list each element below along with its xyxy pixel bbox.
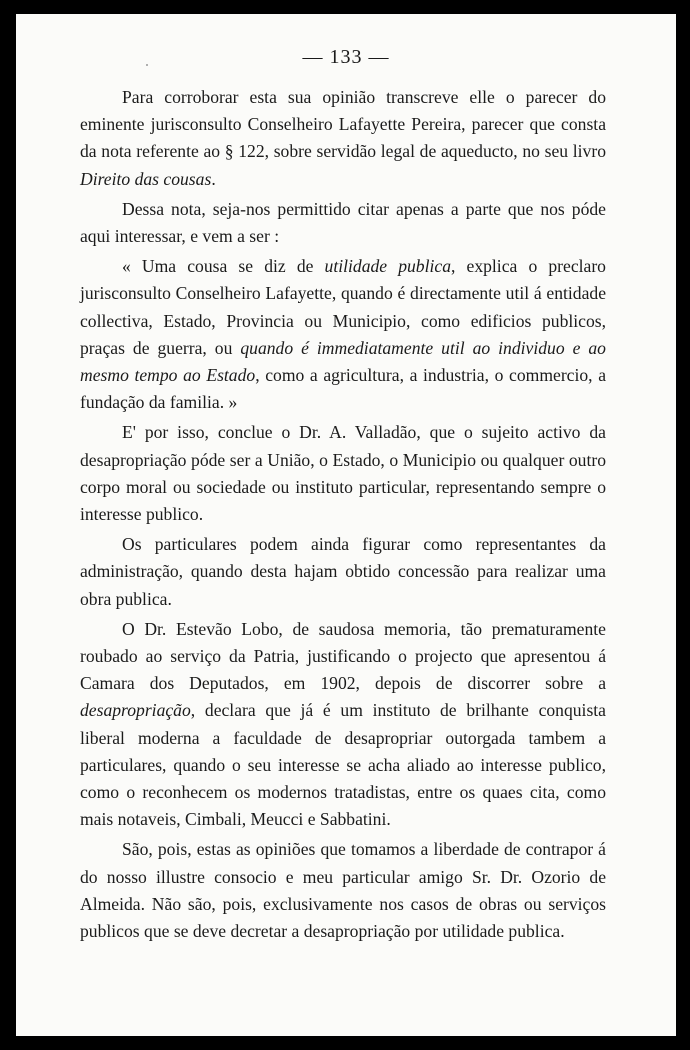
paragraph <box>80 419 606 528</box>
body-text <box>80 84 606 948</box>
italic-segment: Direito das cousas <box>80 168 212 189</box>
italic-segment: quando é immediatamente util ao individuo e ao mesmo tempo ao Estado <box>80 337 606 386</box>
text-segment: Para corroborar esta sua opinião transcreve elle o parecer do eminente jurisconsulto Conselheiro Lafayette Pereira, parecer que consta da nota referente ao § 122, sobre servidão legal de aqueducto, no seu livro <box>80 87 606 162</box>
text-segment: O Dr. Estevão Lobo, de saudosa memoria, tão prematuramente roubado ao serviço da Patria, justificando o projecto que apresentou á Camara dos Deputados, em 1902, depois de discorrer sobre a <box>80 618 606 694</box>
text-segment: E' por isso, conclue o Dr. A. Valladão, que o sujeito activo da desapropriação póde ser a União, o Estado, o Municipio ou qualquer outro corpo moral ou sociedade ou instituto particular, representando sempre o interesse publico. <box>80 422 606 525</box>
text-segment: « Uma cousa se diz de <box>122 256 325 277</box>
text-segment: , como a agricultura, a industria, o commercio, a fundação da familia. » <box>80 365 606 413</box>
italic-segment: desapropriação <box>80 700 191 721</box>
paragraph <box>80 196 606 250</box>
quotation-paragraph <box>80 253 606 416</box>
text-segment: , explica o preclaro jurisconsulto Conselheiro Lafayette, quando é directamente util á entidade collectiva, Estado, Provincia ou Municipio, como edificios publicos, praças de guerra, ou <box>80 256 606 358</box>
text-segment: , declara que já é um instituto de brilhante conquista liberal moderna a faculdade de desapropriar outorgada tambem a particulares, quando o seu interesse se acha aliado ao interesse publico, como o reconhecem os modernos tratadistas, entre os quaes cita, como mais notaveis, Cimbali, Meucci e Sabbatini. <box>80 700 606 830</box>
paragraph <box>80 531 606 613</box>
text-segment: Dessa nota, seja-nos permittido citar apenas a parte que nos póde aqui interessar, e vem a ser : <box>80 198 606 247</box>
text-segment: São, pois, estas as opiniões que tomamos a liberdade de contrapor á do nosso illustre consocio e meu particular amigo Sr. Dr. Ozorio de Almeida. Não são, pois, exclusivamente nos casos de obras ou serviços publicos que se deve decretar a desapropriação por utilidade publica. <box>80 839 606 942</box>
text-segment: . <box>211 168 216 189</box>
paragraph <box>80 84 606 193</box>
text-segment: Os particulares podem ainda figurar como representantes da administração, quando desta hajam obtido concessão para realizar uma obra publica. <box>80 534 606 609</box>
book-page <box>16 14 676 1036</box>
paragraph <box>80 836 606 945</box>
page-number: — 133 — <box>302 46 390 68</box>
paragraph <box>80 616 606 834</box>
italic-segment: utilidade publica <box>324 256 451 277</box>
